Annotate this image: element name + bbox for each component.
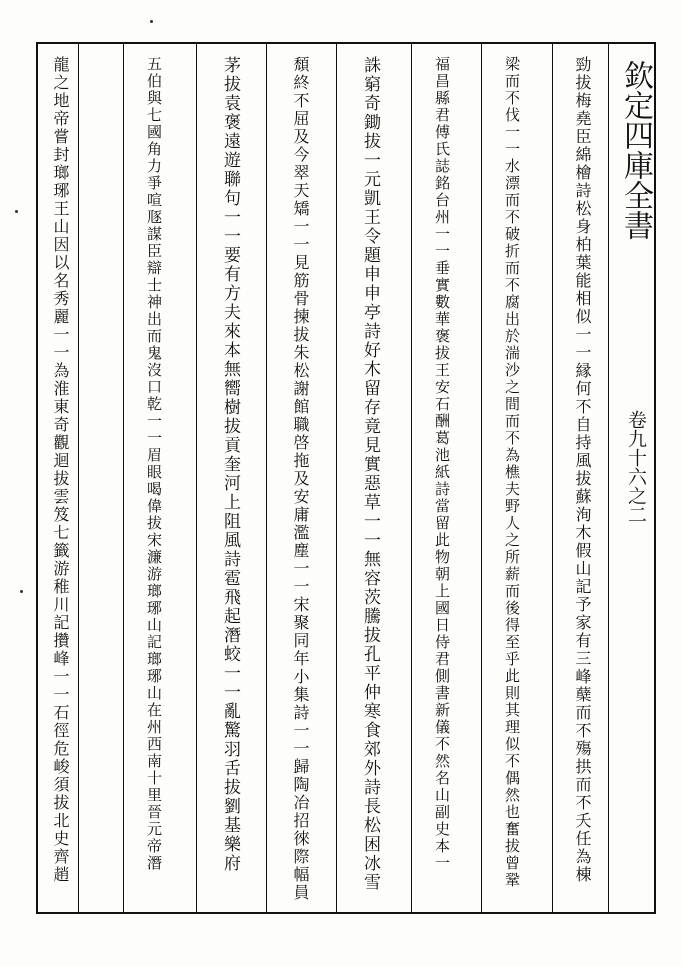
column-rule (552, 42, 553, 914)
scan-speck (20, 590, 23, 593)
text-column-3 (422, 56, 462, 906)
book-title: 欽定四庫全書 (618, 60, 653, 240)
column-text: 茅拔袁褒遠遊聯句一一要有方夫來本無嚮樹拔貢奎河上阻風詩雹飛起潛蛟一一亂驚羽舌拔劉基樂府 (220, 56, 240, 873)
scan-speck (15, 210, 18, 213)
column-text: 勁拔梅堯臣綿檜詩松身柏葉能相似一一縁何不自持風拔蘇洵木假山記予家有三峰蘖而不殤拱而不夭任為棟 (573, 56, 592, 884)
text-column-8 (40, 56, 80, 906)
scan-speck (150, 20, 153, 23)
text-column-6 (210, 56, 250, 906)
volume-label: 卷九十六之二 (625, 410, 647, 524)
column-text: 龍之地帝嘗封瑯琊王山因以名秀麗一一為淮東奇觀迴拔雲笈七籤游稚川記攢峰一一石徑危峻須拔北史齊趙 (51, 56, 70, 884)
text-column-4 (350, 56, 390, 906)
column-rule (608, 42, 609, 914)
column-rule (481, 42, 482, 914)
column-rule (336, 42, 337, 914)
text-column-1 (562, 56, 602, 906)
text-column-7 (134, 56, 174, 906)
column-rule (196, 42, 197, 914)
column-text: 福昌縣君傅氏誌銘台州一一垂實數華褒拔王安石酬葛池紙詩當留此物朝上國日侍君側書新儀不然名山副史本一 (433, 56, 451, 872)
column-text: 頹終不屈及今翠天矯一一見筋骨揀拔朱松謝館職啓拖及安庸濫塵一一宋聚同年小集詩一一歸陶冶招徠際幅員 (291, 56, 310, 902)
column-text: 梁而不伐一一水漂而不破折而不腐出於湍沙之間而不為樵夫野人之所薪而後得至乎此則其理似不偶然也奮拔曾鞏 (503, 56, 521, 889)
text-column-2 (492, 56, 532, 906)
text-column-5 (280, 56, 320, 906)
column-text: 五伯與七國角力爭喧豗謀臣辯士神出而鬼沒口乾一一眉眼喝偉拔宋濂游瑯琊山記瑯琊山在州西南十里晉元帝潛 (145, 56, 163, 872)
column-rule (266, 42, 267, 914)
column-rule (123, 42, 124, 914)
column-rule (411, 42, 412, 914)
column-text: 誅窮奇鋤拔一元凱王令題申申亭詩好木留存竟見實惡草一一無容茨騰拔孔平仲寒食郊外詩長松困冰雪 (360, 56, 380, 892)
